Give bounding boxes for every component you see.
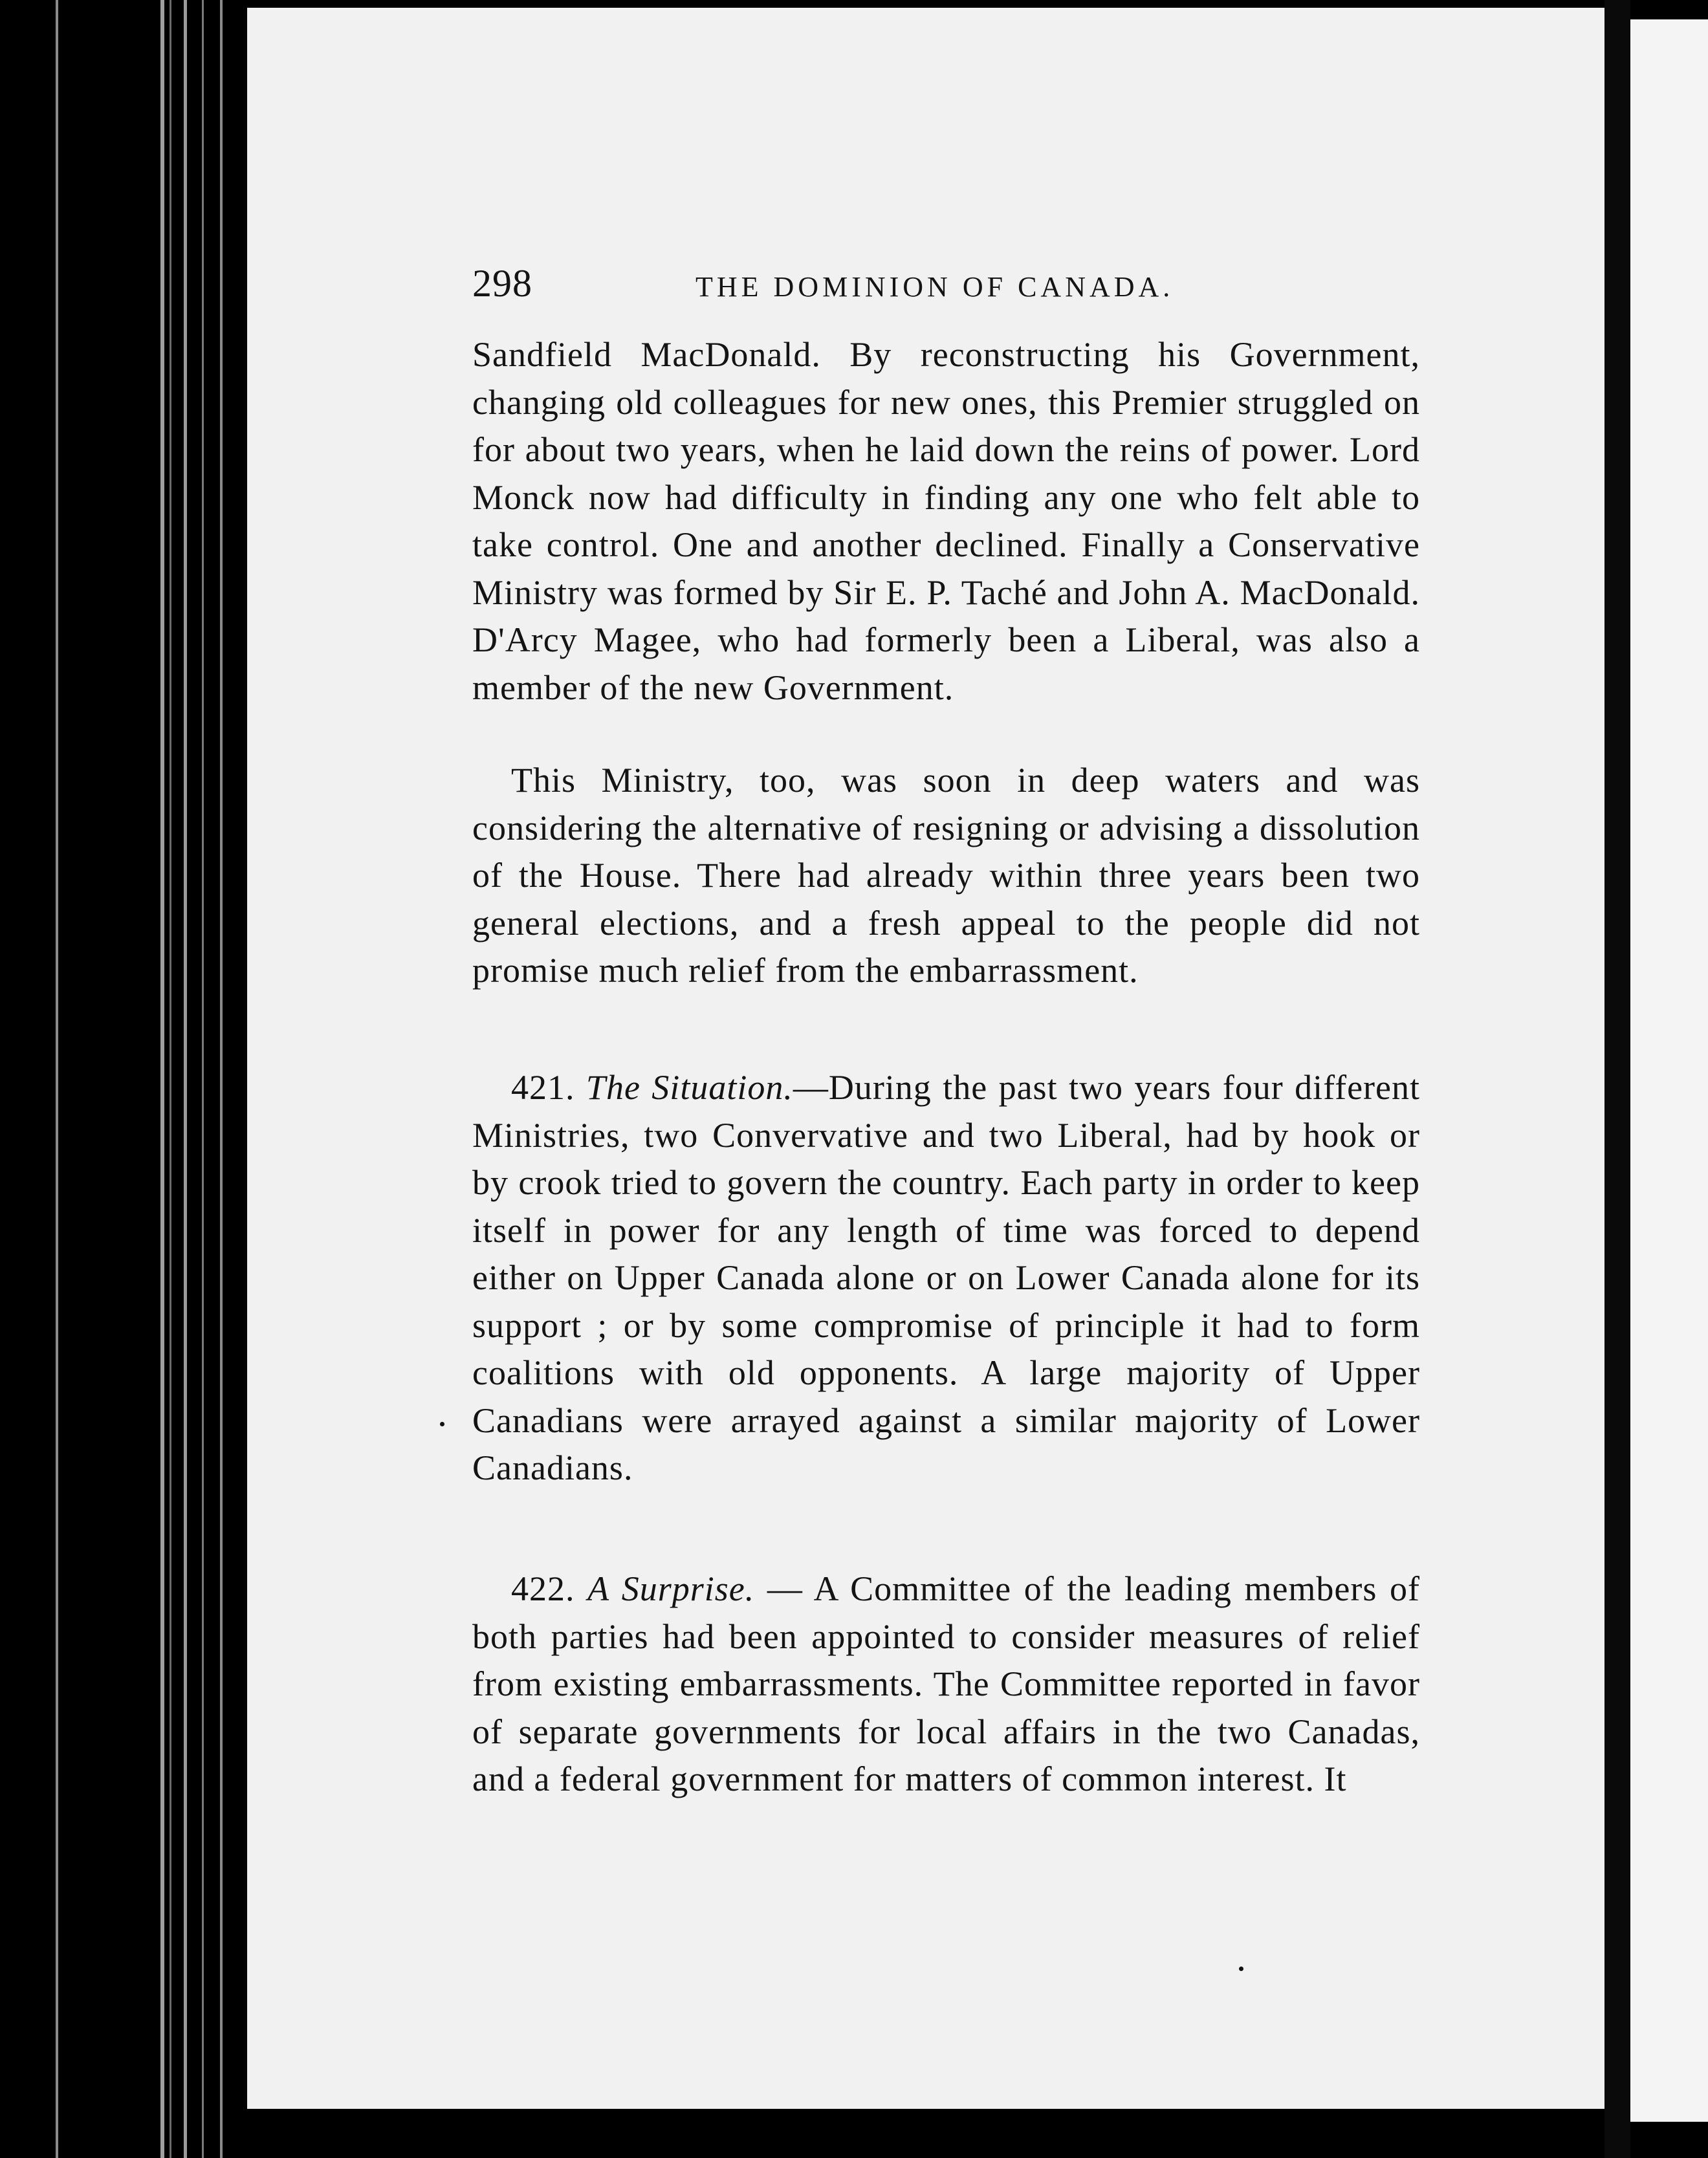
binding-line [170, 0, 171, 2158]
section-number: 422. [511, 1569, 575, 1608]
paragraph [472, 757, 1420, 995]
binding-line [202, 0, 204, 2158]
section-dash: — [793, 1068, 829, 1107]
paragraph-continuation [472, 331, 1420, 712]
section-title: A Surprise. [587, 1569, 755, 1608]
section-title: The Situation. [586, 1068, 793, 1107]
binding-line [220, 0, 223, 2158]
section-422 [472, 1565, 1420, 1804]
binding-line [184, 0, 187, 2158]
paragraph-text: This Ministry, too, was soon in deep waters and was considering the alternative of resigning or advising a dissolution of the House. There had already within three years been two general elections, and a fresh appeal to the people did not promise much relief from the embarrassment. [472, 761, 1420, 990]
running-title: THE DOMINION OF CANADA. [695, 271, 1174, 303]
binding-line [160, 0, 164, 2158]
section-body: A Committee of the leading members of both parties had been appointed to consider measures of relief from existing embarrassments. The Committee reported in favor of separate governments for local affairs in the two Canadas, and a federal government for matters of common interest. It [472, 1569, 1420, 1798]
page-header [472, 257, 1417, 309]
binding-line [56, 0, 58, 2158]
section-paragraph [472, 1565, 1420, 1804]
section-number: 421. [511, 1068, 575, 1107]
facing-page-edge [1630, 19, 1708, 2122]
page-number: 298 [472, 262, 532, 305]
book-binding-edge [0, 0, 246, 2158]
paper-speck [440, 1422, 444, 1426]
paragraph-text: Sandfield MacDonald. By reconstructing his Government, changing old colleagues for new ones, this Premier struggled on for about two years, when he laid down the reins of power. Lord Monck now had difficulty in finding any one who felt able to take control. One and another declined. Finally a Conservative Ministry was formed by Sir E. P. Taché and John A. MacDonald. D'Arcy Magee, who had formerly been a Liberal, was also a member of the new Government. [472, 335, 1420, 707]
section-421 [472, 1064, 1420, 1492]
section-dash: — [754, 1569, 814, 1608]
paper-speck [1239, 1967, 1243, 1971]
section-body: During the past two years four different Ministries, two Convervative and two Liberal, had by hook or by crook tried to govern the country. Each party in order to keep itself in power for any length of time was forced to depend either on Upper Canada alone or on Lower Canada alone for its support ; or by some compromise of principle it had to form coalitions with old opponents. A large majority of Upper Canadians were arrayed against a similar majority of Lower Canadians. [472, 1068, 1421, 1487]
section-paragraph [472, 1064, 1420, 1492]
page-gutter-shadow [1604, 0, 1630, 2158]
